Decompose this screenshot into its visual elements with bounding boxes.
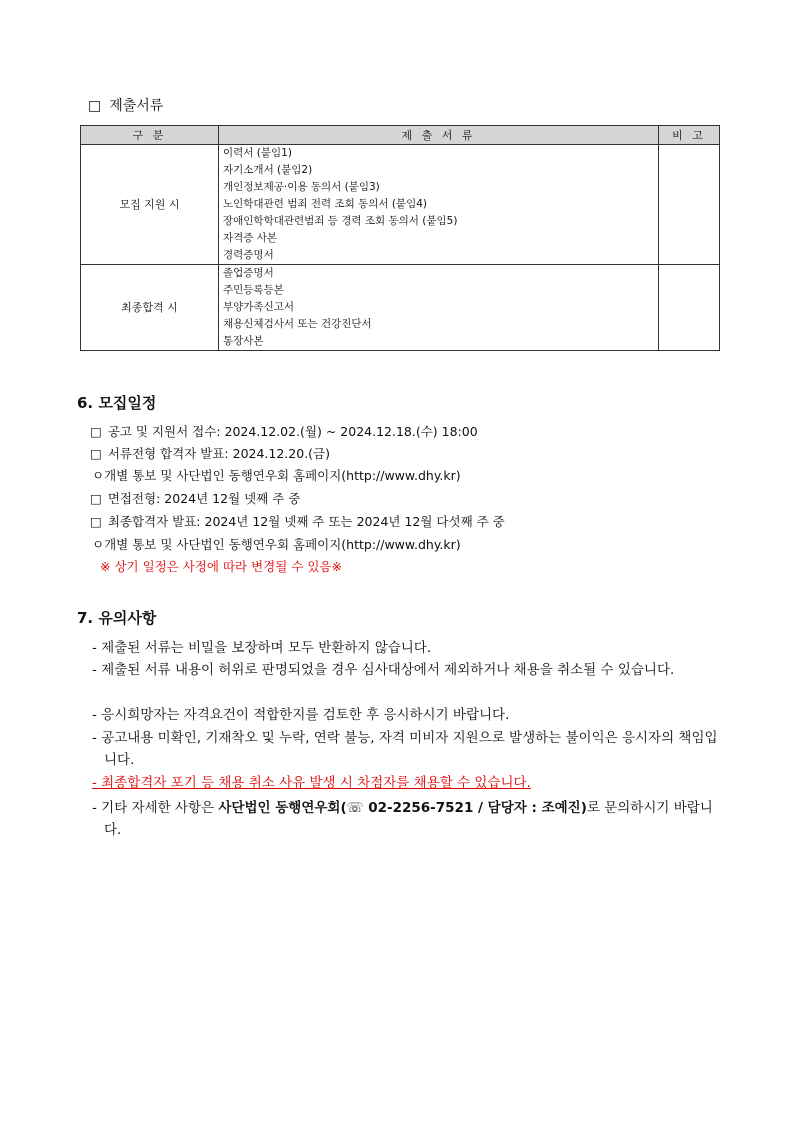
checkbox-square-icon: □ — [90, 491, 102, 506]
caution-item-highlight: - 최종합격자 포기 등 채용 취소 사유 발생 시 차점자를 채용할 수 있습니다. — [92, 775, 531, 791]
category-cell: 모집 지원 시 — [81, 145, 219, 265]
note-cell — [659, 145, 720, 265]
caution-item: - 제출된 서류 내용이 허위로 판명되었을 경우 심사대상에서 제외하거나 채용을 취소될 수 있습니다. — [92, 662, 675, 678]
checkbox-square-icon: □ — [90, 424, 102, 439]
checkbox-square-icon: □ — [88, 98, 102, 114]
category-cell: 최종합격 시 — [81, 265, 219, 351]
submit-docs-heading — [88, 95, 163, 115]
submit-docs-table — [80, 125, 720, 351]
schedule-title: 6. 모집일정 — [77, 394, 157, 412]
doc-item: 주민등록등본 — [223, 284, 284, 296]
col-header-docs: 제 출 서 류 — [219, 126, 659, 145]
note-cell — [659, 265, 720, 351]
doc-item: 개인정보제공·이용 동의서 (붙임3) — [223, 181, 380, 193]
caution-item-contact: - 기타 자세한 사항은 사단법인 동행연우회(☏ 02-2256-7521 / 담당자 : 조예진)로 문의하시기 바랍니다. — [92, 800, 713, 838]
doc-item: 노인학대관련 범죄 전력 조회 동의서 (붙임4) — [223, 198, 427, 210]
checkbox-square-icon: □ — [90, 514, 102, 529]
doc-item: 자기소개서 (붙임2) — [223, 164, 313, 176]
caution-item: - 공고내용 미확인, 기재착오 및 누락, 연락 불능, 자격 미비자 지원으로 발생하는 불이익은 응시자의 책임입니다. — [92, 730, 718, 768]
contact-info: 사단법인 동행연우회(☏ 02-2256-7521 / 담당자 : 조예진) — [218, 800, 587, 816]
schedule-change-notice: ※ 상기 일정은 사정에 따라 변경될 수 있음※ — [100, 559, 342, 574]
doc-item: 졸업증명서 — [223, 267, 274, 279]
caution-item: - 제출된 서류는 비밀을 보장하며 모두 반환하지 않습니다. — [92, 640, 432, 656]
doc-item: 자격증 사본 — [223, 232, 278, 244]
schedule-subitem: ㅇ개별 통보 및 사단법인 동행연우회 홈페이지(http://www.dhy.kr) — [92, 468, 461, 483]
table-row — [81, 265, 720, 351]
schedule-item: □ 최종합격자 발표: 2024년 12월 넷째 주 또는 2024년 12월 다섯째 주 중 — [90, 514, 505, 529]
doc-item: 경력증명서 — [223, 249, 274, 261]
col-header-note: 비 고 — [659, 126, 720, 145]
caution-item: - 응시희망자는 자격요건이 적합한지를 검토한 후 응시하시기 바랍니다. — [92, 707, 510, 723]
doc-list-cell — [219, 145, 659, 265]
cautions-title: 7. 유의사항 — [77, 609, 157, 627]
schedule-item: □ 서류전형 합격자 발표: 2024.12.20.(금) — [90, 446, 330, 461]
checkbox-square-icon: □ — [90, 446, 102, 461]
schedule-subitem: ㅇ개별 통보 및 사단법인 동행연우회 홈페이지(http://www.dhy.kr) — [92, 537, 461, 552]
col-header-category: 구 분 — [81, 126, 219, 145]
doc-item: 장애인학학대관련범죄 등 경력 조회 동의서 (붙임5) — [223, 215, 458, 227]
doc-item: 부양가족신고서 — [223, 301, 295, 313]
schedule-item: □ 면접전형: 2024년 12월 넷째 주 중 — [90, 491, 301, 506]
table-header-row — [81, 126, 720, 145]
doc-item: 통장사본 — [223, 335, 264, 347]
submit-docs-title: 제출서류 — [109, 98, 164, 114]
schedule-item: □ 공고 및 지원서 접수: 2024.12.02.(월) ~ 2024.12.18.(수) 18:00 — [90, 424, 478, 439]
doc-item: 이력서 (붙임1) — [223, 147, 292, 159]
table-row — [81, 145, 720, 265]
doc-item: 채용신체검사서 또는 건강진단서 — [223, 318, 372, 330]
doc-list-cell — [219, 265, 659, 351]
